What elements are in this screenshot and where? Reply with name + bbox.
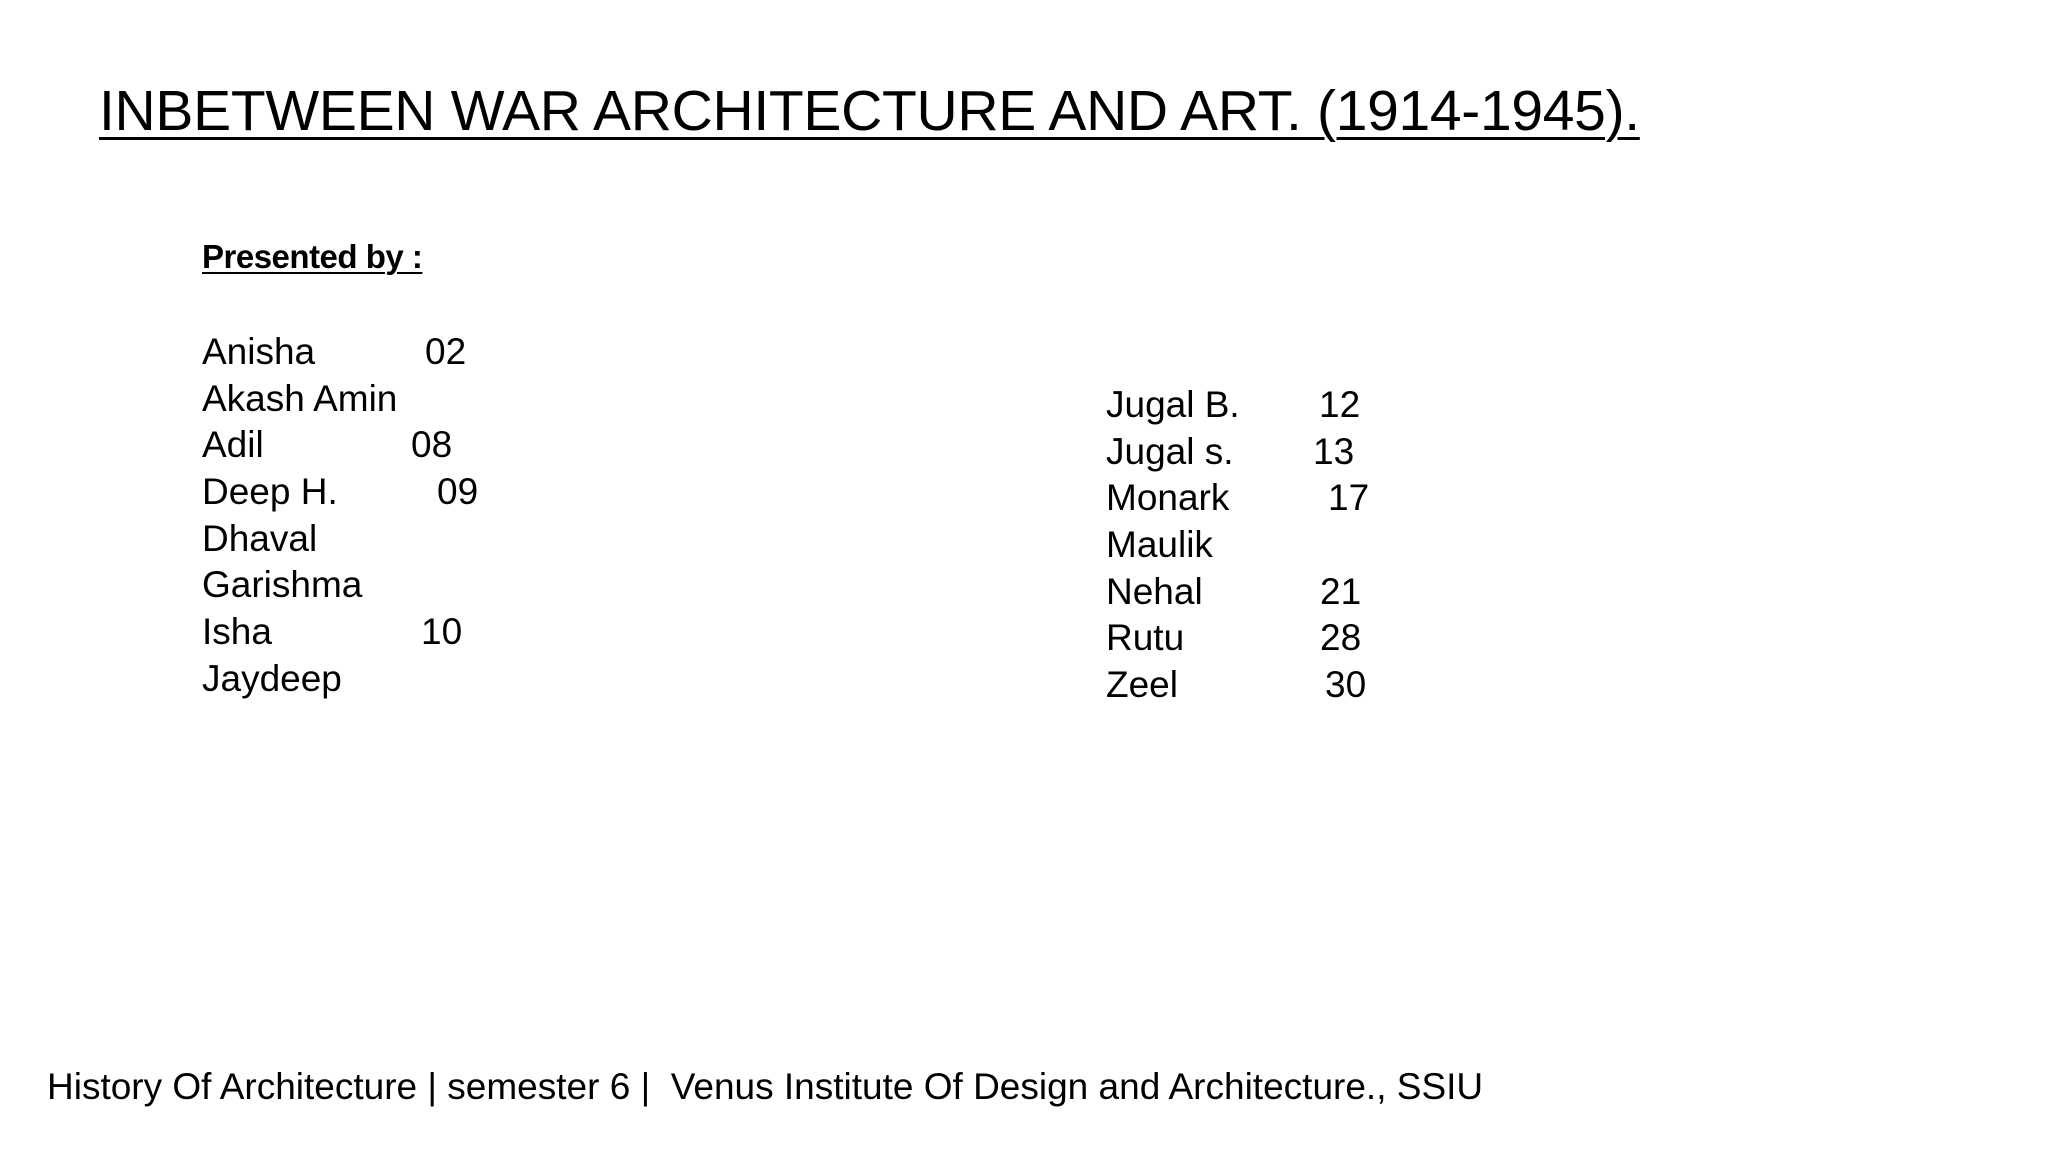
member-name: Jaydeep bbox=[202, 657, 342, 699]
member-roll: 09 bbox=[437, 471, 479, 513]
list-item bbox=[202, 562, 622, 609]
member-roll: 30 bbox=[1325, 664, 1367, 706]
list-item bbox=[202, 469, 622, 516]
list-item bbox=[1106, 662, 1526, 709]
member-name: Zeel bbox=[1106, 664, 1178, 706]
members-list-left bbox=[202, 329, 622, 703]
member-name: Maulik bbox=[1106, 524, 1213, 566]
member-name: Nehal bbox=[1106, 570, 1203, 612]
list-item bbox=[1106, 522, 1526, 569]
slide-title: INBETWEEN WAR ARCHITECTURE AND ART. (1914-1945). bbox=[99, 79, 1640, 143]
member-name: Jugal s. bbox=[1106, 430, 1234, 472]
list-item bbox=[1106, 382, 1526, 429]
member-roll: 08 bbox=[411, 424, 453, 466]
list-item bbox=[202, 516, 622, 563]
member-name: Akash Amin bbox=[202, 377, 398, 419]
members-list-right bbox=[1106, 382, 1526, 709]
member-name: Garishma bbox=[202, 564, 363, 606]
list-item bbox=[1106, 429, 1526, 476]
presented-by-label: Presented by : bbox=[202, 238, 423, 275]
list-item bbox=[202, 656, 622, 703]
member-roll: 12 bbox=[1319, 384, 1361, 425]
member-roll: 21 bbox=[1320, 570, 1362, 612]
member-roll: 28 bbox=[1320, 617, 1362, 659]
member-roll: 13 bbox=[1313, 430, 1355, 472]
list-item bbox=[1106, 475, 1526, 522]
list-item bbox=[202, 376, 622, 423]
member-name: Adil bbox=[202, 424, 264, 466]
list-item bbox=[202, 329, 622, 376]
list-item bbox=[1106, 615, 1526, 662]
member-name: Deep H. bbox=[202, 471, 338, 513]
list-item bbox=[1106, 569, 1526, 616]
list-item bbox=[202, 609, 622, 656]
member-name: Jugal B. bbox=[1106, 384, 1240, 425]
list-item bbox=[202, 422, 622, 469]
member-name: Isha bbox=[202, 611, 272, 653]
member-name: Rutu bbox=[1106, 617, 1185, 659]
member-name: Dhaval bbox=[202, 517, 318, 559]
slide-footer: History Of Architecture | semester 6 | Venus Institute Of Design and Architecture., SSIU bbox=[47, 1066, 1484, 1107]
member-name: Anisha bbox=[202, 331, 316, 372]
member-roll: 17 bbox=[1328, 477, 1370, 519]
member-roll: 02 bbox=[425, 331, 467, 372]
member-roll: 10 bbox=[421, 611, 463, 653]
member-name: Monark bbox=[1106, 477, 1230, 519]
